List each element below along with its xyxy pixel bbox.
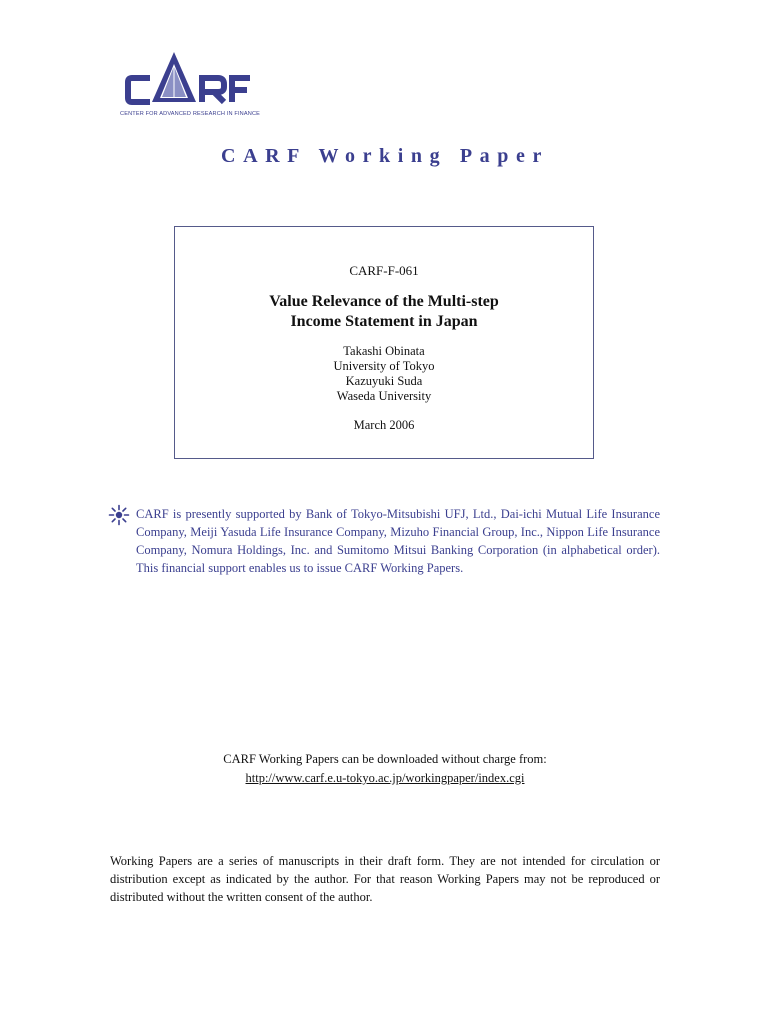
paper-title-line-2: Income Statement in Japan bbox=[290, 313, 478, 330]
series-title: CARF Working Paper bbox=[221, 145, 549, 167]
author-affiliation: Waseda University bbox=[336, 389, 432, 403]
author-list bbox=[175, 344, 593, 404]
download-text: CARF Working Papers can be downloaded without charge from: bbox=[223, 752, 547, 766]
logo-tagline: CENTER FOR ADVANCED RESEARCH IN FINANCE bbox=[120, 111, 261, 117]
carf-triangle-logo-icon bbox=[120, 52, 260, 112]
download-link[interactable]: http://www.carf.e.u-tokyo.ac.jp/workingpaper/index.cgi bbox=[245, 771, 525, 785]
disclaimer: Working Papers are a series of manuscripts in their draft form. They are not intended for circulation or distribution except as indicated by the author. For that reason Working Papers may not be reproduced or distributed without the written consent of the author. bbox=[110, 854, 660, 904]
author-name: Kazuyuki Suda bbox=[345, 374, 423, 388]
sparkle-icon bbox=[108, 504, 130, 526]
carf-logo bbox=[120, 52, 260, 124]
author-name: Takashi Obinata bbox=[343, 344, 425, 358]
download-notice bbox=[0, 750, 770, 788]
support-statement: CARF is presently supported by Bank of Tokyo-Mitsubishi UFJ, Ltd., Dai-ichi Mutual Life Insurance Company, Meiji Yasuda Life Insurance Company, Mizuho Financial Group, Inc., Nippon Life Insurance Company, Nomura Holdings, Inc. and Sumitomo Mitsui Banking Corporation (in alphabetical order). This financial support enables us to issue CARF Working Papers. bbox=[136, 507, 660, 575]
paper-title-line-1: Value Relevance of the Multi-step bbox=[269, 293, 499, 310]
publication-date: March 2006 bbox=[353, 418, 415, 432]
author-affiliation: University of Tokyo bbox=[333, 359, 435, 373]
paper-id: CARF-F-061 bbox=[349, 263, 419, 278]
title-box bbox=[174, 226, 594, 459]
paper-title bbox=[175, 292, 593, 332]
